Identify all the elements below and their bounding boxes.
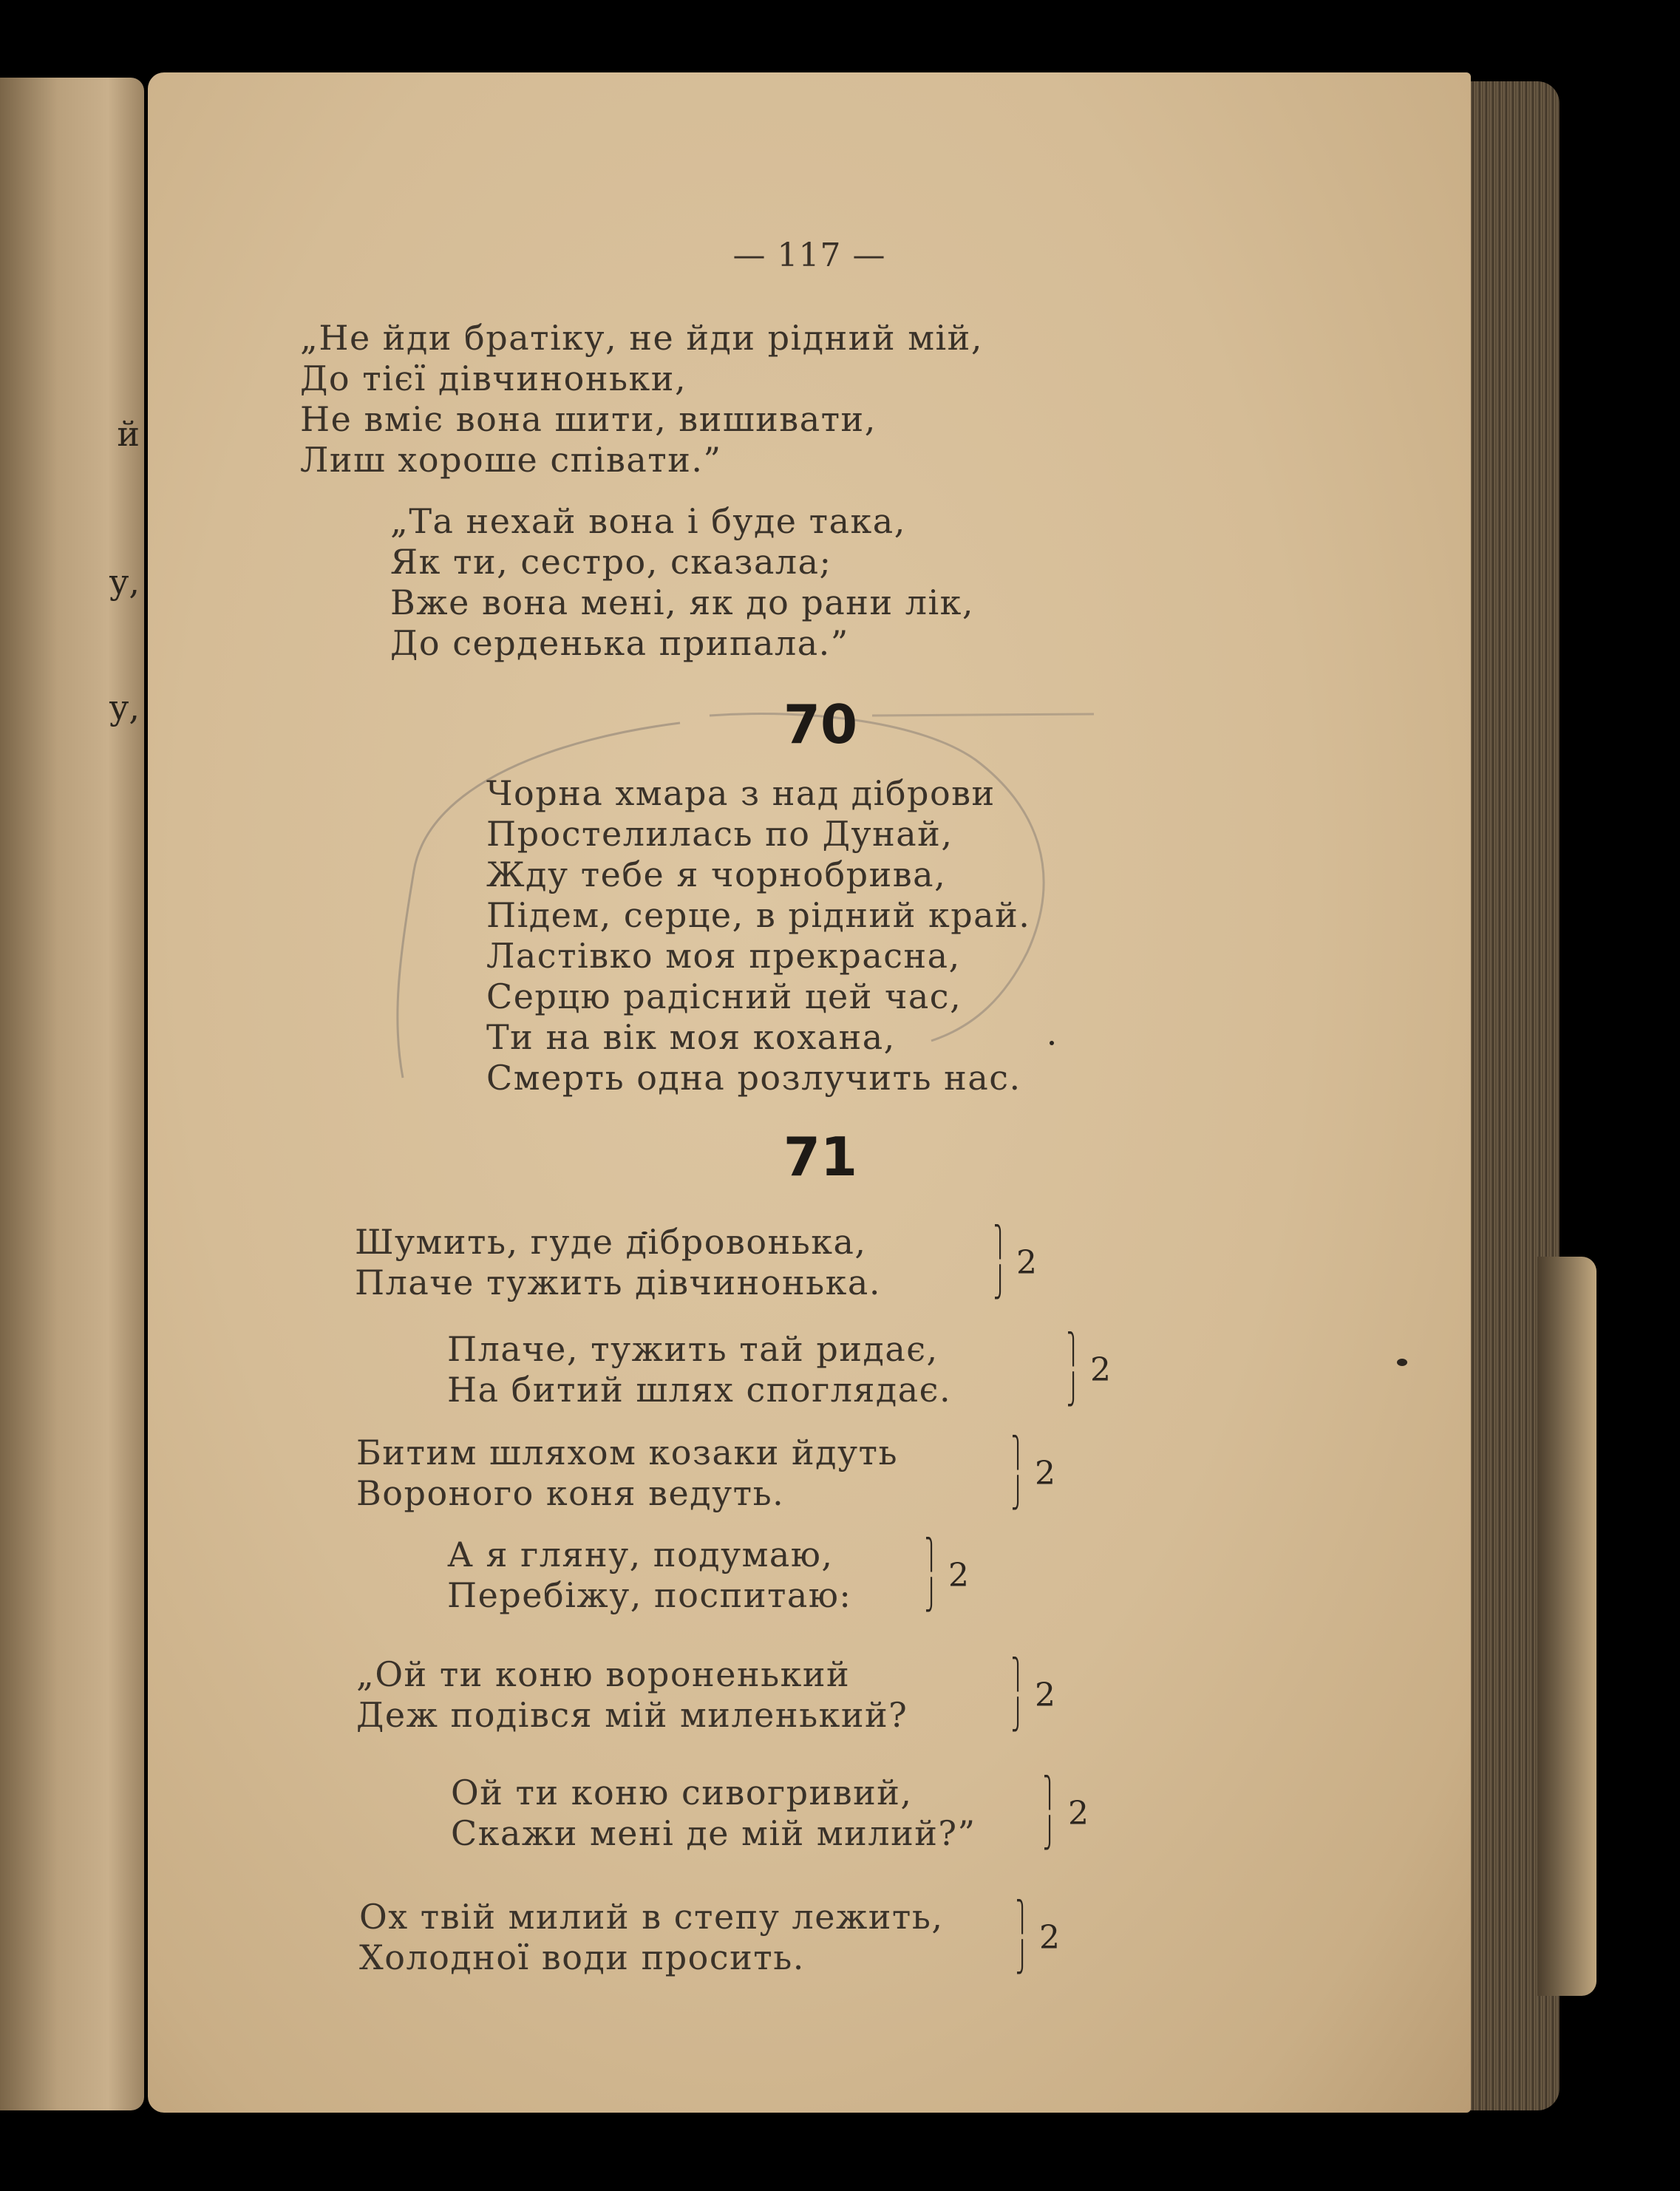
poem-line: Плаче тужить дівчинонька. xyxy=(355,1263,881,1302)
poem-line: Шумить, гуде дібровонька, xyxy=(355,1222,867,1262)
left-page-fragment: й xyxy=(117,414,140,454)
poem-line: „Та нехай вона і буде така, xyxy=(390,501,906,541)
song-number: 70 xyxy=(783,693,858,755)
poem-line: А я гляну, подумаю, xyxy=(447,1535,834,1575)
refrain-stanza xyxy=(447,1329,1111,1410)
repeat-count: 2 xyxy=(1068,1795,1089,1832)
poem-line: Жду тебе я чорнобрива, xyxy=(486,855,947,894)
poem-line: Простелилась по Дунай, xyxy=(486,814,953,854)
refrain-stanza xyxy=(447,1535,969,1616)
song-number-71-wrap xyxy=(665,1126,976,1188)
poem-line: „Ой ти коню вороненький xyxy=(356,1654,851,1694)
poem-line: Битим шляхом козаки йдуть xyxy=(356,1433,899,1472)
poem-line: Ти на вік моя кохана, xyxy=(486,1017,896,1057)
page-number: — 117 — xyxy=(732,237,886,274)
stanza xyxy=(486,773,1030,1098)
left-page-fragment: у, xyxy=(109,562,140,602)
poem-line: Підем, серце, в рідний край. xyxy=(486,895,1031,935)
repeat-brace: ⎫ ⎭ xyxy=(1011,1436,1024,1510)
poem-line: Деж подівся мій миленький? xyxy=(356,1695,908,1735)
poem-line: Ох твій милий в степу лежить, xyxy=(359,1897,944,1937)
poem-line: До тієї дівчиноньки, xyxy=(300,359,687,398)
poem-line: Не вміє вона шити, вишивати, xyxy=(300,399,877,439)
repeat-count: 2 xyxy=(1039,1919,1060,1957)
refrain-stanza xyxy=(356,1654,1055,1736)
book-page xyxy=(148,72,1471,2113)
stanza xyxy=(300,318,983,480)
poem-line: Серцю радісний цей час, xyxy=(486,976,962,1016)
poem-line: „Не йди братіку, не йди рідний мій, xyxy=(300,318,983,358)
poem-line: На битий шлях споглядає. xyxy=(447,1370,952,1410)
poem-line: Ой ти коню сивогривий, xyxy=(451,1773,913,1813)
poem-line: До серденька припала.” xyxy=(390,623,849,663)
repeat-brace: ⎫ ⎭ xyxy=(1043,1776,1056,1850)
stanza xyxy=(390,501,974,664)
poem-line: Чорна хмара з над діброви xyxy=(486,773,996,813)
refrain-stanza xyxy=(359,1897,1060,1978)
repeat-count: 2 xyxy=(1016,1244,1037,1282)
repeat-count: 2 xyxy=(1090,1351,1111,1389)
repeat-brace: ⎫ ⎭ xyxy=(1067,1332,1080,1407)
repeat-brace: ⎫ ⎭ xyxy=(925,1538,938,1612)
refrain-stanza xyxy=(356,1433,1055,1514)
poem-line: Вже вона мені, як до рани лік, xyxy=(390,582,975,622)
refrain-stanza xyxy=(355,1222,1037,1303)
repeat-brace: ⎫ ⎭ xyxy=(1011,1657,1024,1732)
ink-speck xyxy=(1050,1041,1054,1045)
poem-line: Як ти, сестро, сказала; xyxy=(390,542,832,582)
repeat-brace: ⎫ ⎭ xyxy=(993,1225,1007,1300)
poem-line: Скажи мені де мій милий?” xyxy=(451,1813,976,1853)
left-facing-page xyxy=(0,78,144,2110)
page-block-edge-light xyxy=(1537,1257,1596,1996)
repeat-count: 2 xyxy=(948,1557,969,1594)
song-number-70-wrap xyxy=(665,693,976,755)
repeat-brace: ⎫ ⎭ xyxy=(1016,1900,1029,1974)
repeat-count: 2 xyxy=(1035,1455,1055,1492)
ink-speck xyxy=(1397,1359,1407,1366)
poem-line: Ластівко моя прекрасна, xyxy=(486,936,961,976)
poem-line: Плаче, тужить тай ридає, xyxy=(447,1329,939,1369)
repeat-count: 2 xyxy=(1035,1677,1055,1714)
refrain-stanza xyxy=(451,1773,1089,1854)
poem-line: Смерть одна розлучить нас. xyxy=(486,1058,1021,1098)
song-number: 71 xyxy=(783,1126,858,1188)
poem-line: Холодної води просить. xyxy=(359,1937,805,1977)
left-page-fragment: у, xyxy=(109,687,140,727)
poem-line: Перебіжу, поспитаю: xyxy=(447,1575,852,1615)
poem-line: Лиш хороше співати.” xyxy=(300,440,722,480)
poem-line: Вороного коня ведуть. xyxy=(356,1473,785,1513)
